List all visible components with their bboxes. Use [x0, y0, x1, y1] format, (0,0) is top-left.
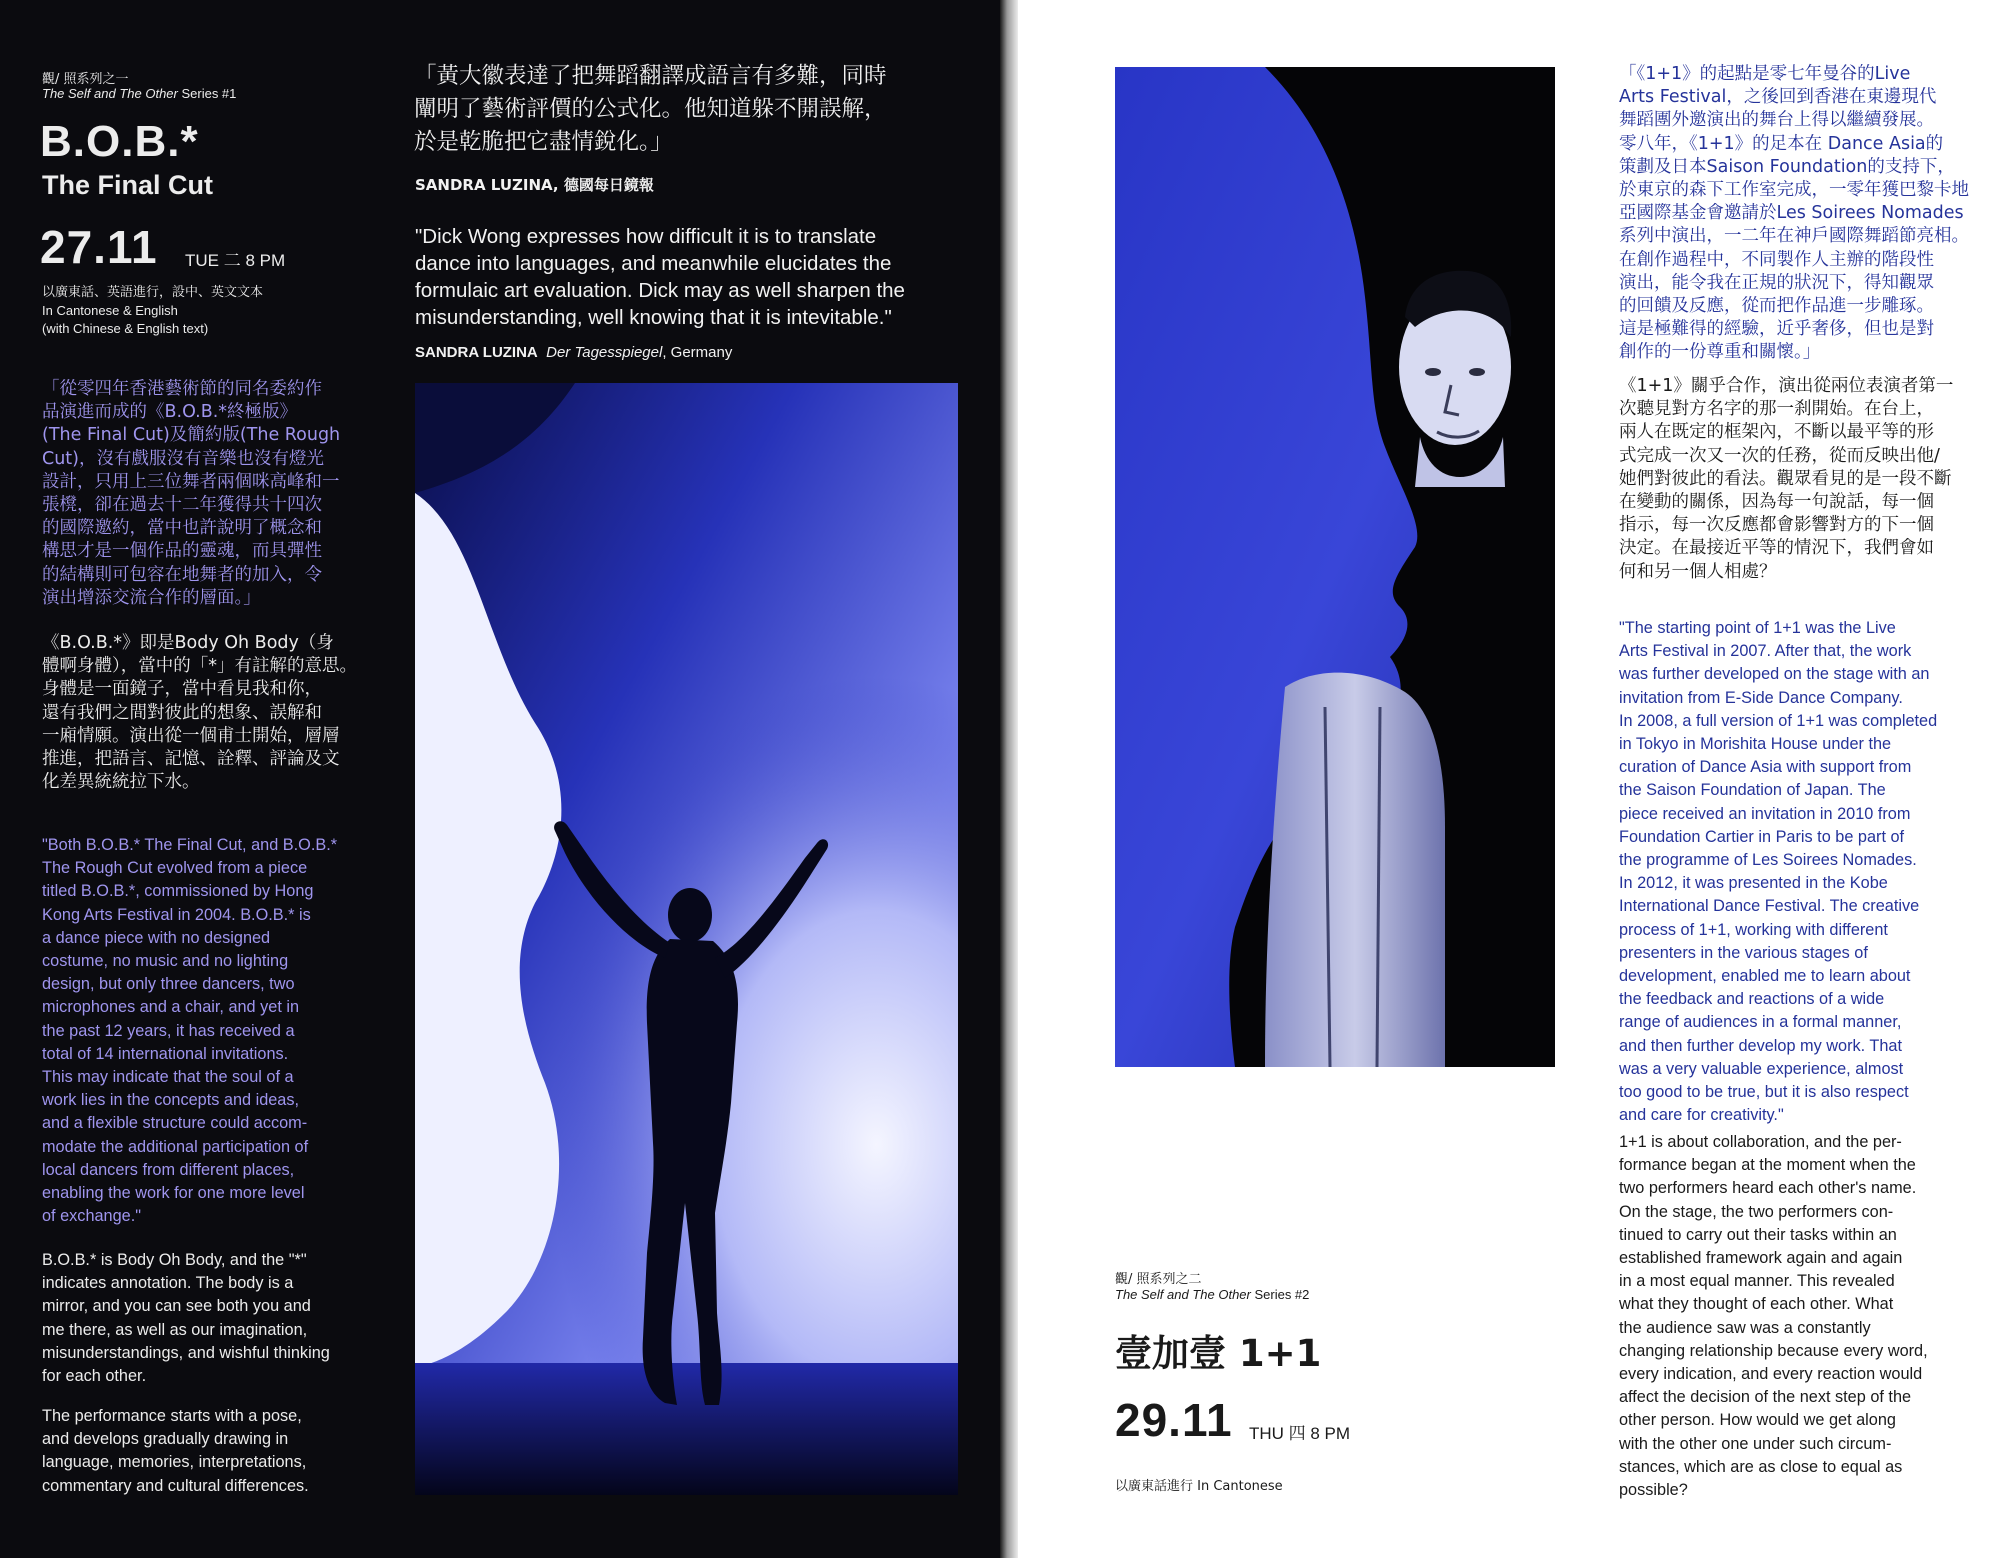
- text-line: the audience saw was a constantly: [1619, 1318, 1871, 1337]
- text-line: 在創作過程中，不同製作人主辦的階段性: [1619, 249, 1934, 270]
- text-line: 演出，能令我在正規的狀況下，得知觀眾: [1619, 272, 1934, 293]
- language-note-en1: In Cantonese & English: [42, 303, 178, 318]
- text-line: local dancers from different places,: [42, 1160, 295, 1179]
- text-line: in a most equal manner. This revealed: [1619, 1272, 1895, 1291]
- text-line: was further developed on the stage with an: [1619, 665, 1930, 684]
- text-line: 張櫈，卻在過去十二年獲得共十四次: [42, 495, 322, 516]
- text-line: 兩人在既定的框架內，不斷以最平等的形: [1619, 422, 1934, 443]
- text-line: a dance piece with no designed: [42, 928, 271, 947]
- zh-quote-block: [42, 378, 354, 610]
- text-line: other person. How would we get along: [1619, 1411, 1896, 1430]
- text-line: 演出增添交流合作的層面。」: [42, 587, 261, 608]
- text-line: The performance starts with a pose,: [42, 1407, 302, 1425]
- series-label-zh: 觀/ 照系列之一: [42, 72, 129, 87]
- text-line: Foundation Cartier in Paris to be part of: [1619, 827, 1905, 846]
- text-line: 闡明了藝術評價的公式化。他知道躲不開誤解，: [414, 96, 887, 122]
- text-line: 決定。在最接近平等的情況下，我們會如: [1619, 538, 1934, 559]
- text-line: work lies in the concepts and ideas,: [42, 1091, 300, 1110]
- text-line: design, but only three dancers, two: [42, 975, 295, 994]
- text-line: was a very valuable experience, almost: [1619, 1059, 1904, 1078]
- text-line: Arts Festival，之後回到香港在東邊現代: [1619, 87, 1937, 108]
- text-line: Kong Arts Festival in 2004. B.O.B.* is: [42, 905, 311, 924]
- text-line: formance began at the moment when the: [1619, 1156, 1916, 1175]
- text-line: 《1+1》關乎合作，演出從兩位表演者第一: [1619, 376, 1954, 396]
- show-title: 壹加壹 1+1: [1115, 1332, 1322, 1375]
- text-line: for each other.: [42, 1367, 147, 1386]
- text-line: 推進，把語言、記憶、詮釋、評論及文: [42, 749, 340, 770]
- text-line: 於是乾脆把它盡情銳化。」: [414, 129, 673, 155]
- text-line: 何和另一個人相處？: [1619, 561, 1777, 582]
- series-label-en: The Self and The Other Series #2: [1115, 1287, 1310, 1302]
- text-line: 這是極難得的經驗，近乎奢侈，但也是對: [1619, 319, 1934, 340]
- text-line: In 2008, a full version of 1+1 was completed: [1619, 711, 1938, 730]
- text-line: with the other one under such circum-: [1619, 1434, 1892, 1453]
- text-line: development, enabled me to learn about: [1619, 967, 1911, 986]
- text-line: 設計，只用上三位舞者兩個咪高峰和一: [42, 471, 340, 492]
- text-line: stances, which are as close to equal as: [1619, 1457, 1903, 1476]
- text-line: what they thought of each other. What: [1619, 1295, 1894, 1314]
- show-date: 29.11: [1115, 1394, 1233, 1446]
- text-line: tinued to carry out their tasks within an: [1619, 1225, 1897, 1244]
- text-line: 她們對彼此的看法。觀眾看見的是一段不斷: [1619, 468, 1952, 489]
- series-label-zh: 觀/ 照系列之二: [1115, 1272, 1202, 1287]
- text-line: 亞國際基金會邀請於Les Soirees Nomades: [1619, 203, 1964, 224]
- zh-description-block: [42, 632, 357, 794]
- show-subtitle: The Final Cut: [42, 170, 213, 200]
- show-day-time: TUE 二 8 PM: [185, 251, 286, 270]
- review-quote-en: [415, 223, 975, 331]
- text-line: language, memories, interpretations,: [42, 1453, 307, 1472]
- text-line: invitation from E-Side Dance Company.: [1619, 688, 1903, 707]
- performer-photo: [1115, 67, 1555, 1067]
- text-line: curation of Dance Asia with support from: [1619, 758, 1912, 777]
- text-line: 在變動的關係，因為每一句說話，每一個: [1619, 492, 1934, 513]
- text-line: presenters in the various stages of: [1619, 943, 1868, 962]
- text-line: 舞蹈團外邀演出的舞台上得以繼續發展。: [1619, 110, 1934, 131]
- show-day-time: THU 四 8 PM: [1249, 1424, 1351, 1443]
- text-line: and a flexible structure could accom-: [42, 1114, 308, 1133]
- text-line: 「從零四年香港藝術節的同名委約作: [42, 379, 322, 399]
- text-line: 創作的一份尊重和關懷。」: [1619, 342, 1821, 363]
- review-quote-zh: [414, 60, 954, 159]
- language-note-zh: 以廣東話、英語進行，設中、英文文本: [42, 285, 264, 300]
- series-label-en: The Self and The Other Series #1: [42, 86, 237, 101]
- en-quote-block: [1619, 617, 1981, 1127]
- zh-quote-block: [1619, 63, 1981, 365]
- text-line: 品演進而成的《B.O.B.*終極版》: [42, 402, 298, 423]
- text-line: affect the decision of the next step of the: [1619, 1388, 1912, 1407]
- text-line: "The starting point of 1+1 was the Live: [1619, 619, 1896, 637]
- review-credit-zh: SANDRA LUZINA, 德國每日鏡報: [415, 176, 654, 194]
- text-line: 化差異統統拉下水。: [42, 772, 200, 793]
- text-line: 的國際邀約，當中也許說明了概念和: [42, 518, 322, 539]
- text-line: in Tokyo in Morishita House under the: [1619, 735, 1892, 754]
- text-line: of exchange.": [42, 1207, 142, 1226]
- text-line: microphones and a chair, and yet in: [42, 998, 300, 1017]
- show-date: 27.11: [40, 221, 158, 273]
- text-line: 《B.O.B.*》即是Body Oh Body（身: [42, 633, 334, 653]
- text-line: 於東京的森下工作室完成，一零年獲巴黎卡地: [1619, 180, 1969, 201]
- text-line: the feedback and reactions of a wide: [1619, 990, 1885, 1009]
- text-line: range of audiences in a formal manner,: [1619, 1013, 1902, 1032]
- text-line: 還有我們之間對彼此的想象、誤解和: [42, 702, 322, 723]
- text-line: The Rough Cut evolved from a piece: [42, 859, 308, 878]
- text-line: every indication, and every reaction would: [1619, 1365, 1923, 1384]
- text-line: two performers heard each other's name.: [1619, 1179, 1917, 1198]
- text-line: Arts Festival in 2007. After that, the work: [1619, 642, 1912, 661]
- language-note: 以廣東話進行 In Cantonese: [1115, 1479, 1283, 1494]
- text-line: 次聽見對方名字的那一刹開始。在台上，: [1619, 399, 1934, 420]
- text-line: 的結構則可包容在地舞者的加入，令: [42, 564, 322, 585]
- text-line: 體啊身體），當中的「*」有註解的意思。: [42, 656, 357, 677]
- text-line: misunderstanding, well knowing that it is intevitable.": [415, 306, 892, 329]
- text-line: dance into languages, and meanwhile elucidates the: [415, 252, 892, 275]
- dancer-photo: [415, 383, 958, 1495]
- text-line: This may indicate that the soul of a: [42, 1068, 294, 1087]
- text-line: mirror, and you can see both you and: [42, 1297, 311, 1316]
- text-line: 一廂情願。演出從一個甫士開始，層層: [42, 725, 340, 746]
- text-line: 「《1+1》的起點是零七年曼谷的Live: [1619, 64, 1911, 84]
- text-line: 式完成一次又一次的任務，從而反映出他/: [1619, 445, 1940, 466]
- text-line: process of 1+1, working with different: [1619, 920, 1888, 939]
- text-line: and develops gradually drawing in: [42, 1430, 289, 1449]
- text-line: 零八年，《1+1》的足本在 Dance Asia的: [1619, 133, 1944, 154]
- text-line: 「黃大徽表達了把舞蹈翻譯成語言有多難，同時: [414, 63, 887, 89]
- text-line: the past 12 years, it has received a: [42, 1021, 295, 1040]
- text-line: 的回饋及反應，從而把作品進一步雕琢。: [1619, 296, 1934, 317]
- review-credit-en: SANDRA LUZINA Der Tagesspiegel, Germany: [415, 344, 733, 361]
- text-line: formulaic art evaluation. Dick may as well sharpen the: [415, 279, 905, 302]
- zh-description-block: [1619, 375, 1981, 584]
- text-line: 策劃及日本Saison Foundation的支持下，: [1619, 156, 1955, 177]
- text-line: indicates annotation. The body is a: [42, 1274, 294, 1293]
- text-line: established framework again and again: [1619, 1249, 1903, 1268]
- text-line: the Saison Foundation of Japan. The: [1619, 781, 1886, 800]
- text-line: total of 14 international invitations.: [42, 1044, 289, 1063]
- text-line: On the stage, the two performers con-: [1619, 1202, 1894, 1221]
- text-line: too good to be true, but it is also respect: [1619, 1083, 1909, 1102]
- text-line: titled B.O.B.*, commissioned by Hong: [42, 882, 314, 901]
- text-line: (The Final Cut)及簡約版(The Rough: [42, 425, 341, 446]
- text-line: me there, as well as our imagination,: [42, 1320, 308, 1339]
- en-description-block: [42, 1249, 354, 1388]
- text-line: piece received an invitation in 2010 from: [1619, 804, 1911, 823]
- text-line: "Dick Wong expresses how difficult it is to translate: [415, 225, 877, 248]
- text-line: In 2012, it was presented in the Kobe: [1619, 874, 1888, 893]
- text-line: 指示，每一次反應都會影響對方的下一個: [1619, 515, 1934, 536]
- text-line: modate the additional participation of: [42, 1137, 309, 1156]
- text-line: 1+1 is about collaboration, and the per-: [1619, 1133, 1902, 1151]
- text-line: enabling the work for one more level: [42, 1184, 305, 1203]
- text-line: and care for creativity.": [1619, 1106, 1784, 1125]
- text-line: the programme of Les Soirees Nomades.: [1619, 851, 1917, 870]
- text-line: and then further develop my work. That: [1619, 1036, 1902, 1055]
- text-line: 構思才是一個作品的靈魂，而具彈性: [42, 541, 322, 562]
- en-description-block: [1619, 1131, 1981, 1502]
- text-line: misunderstandings, and wishful thinking: [42, 1343, 330, 1362]
- en-quote-block: [42, 834, 354, 1228]
- language-note-en2: (with Chinese & English text): [42, 321, 209, 336]
- text-line: 身體是一面鏡子，當中看見我和你，: [42, 679, 322, 700]
- page-gutter: [1000, 0, 1018, 1558]
- text-line: Cut)，沒有戲服沒有音樂也沒有燈光: [42, 448, 324, 469]
- text-line: possible?: [1619, 1481, 1688, 1500]
- text-line: International Dance Festival. The creative: [1619, 897, 1920, 916]
- text-line: commentary and cultural differences.: [42, 1476, 309, 1495]
- text-line: costume, no music and no lighting: [42, 952, 289, 971]
- en-description-block-2: [42, 1405, 354, 1498]
- right-page: [1018, 0, 2000, 1558]
- text-line: "Both B.O.B.* The Final Cut, and B.O.B.*: [42, 836, 338, 854]
- text-line: B.O.B.* is Body Oh Body, and the "*": [42, 1251, 307, 1269]
- text-line: changing relationship because every word,: [1619, 1341, 1928, 1360]
- show-title: B.O.B.*: [40, 117, 199, 166]
- text-line: 系列中演出，一二年在神戶國際舞蹈節亮相。: [1619, 226, 1969, 247]
